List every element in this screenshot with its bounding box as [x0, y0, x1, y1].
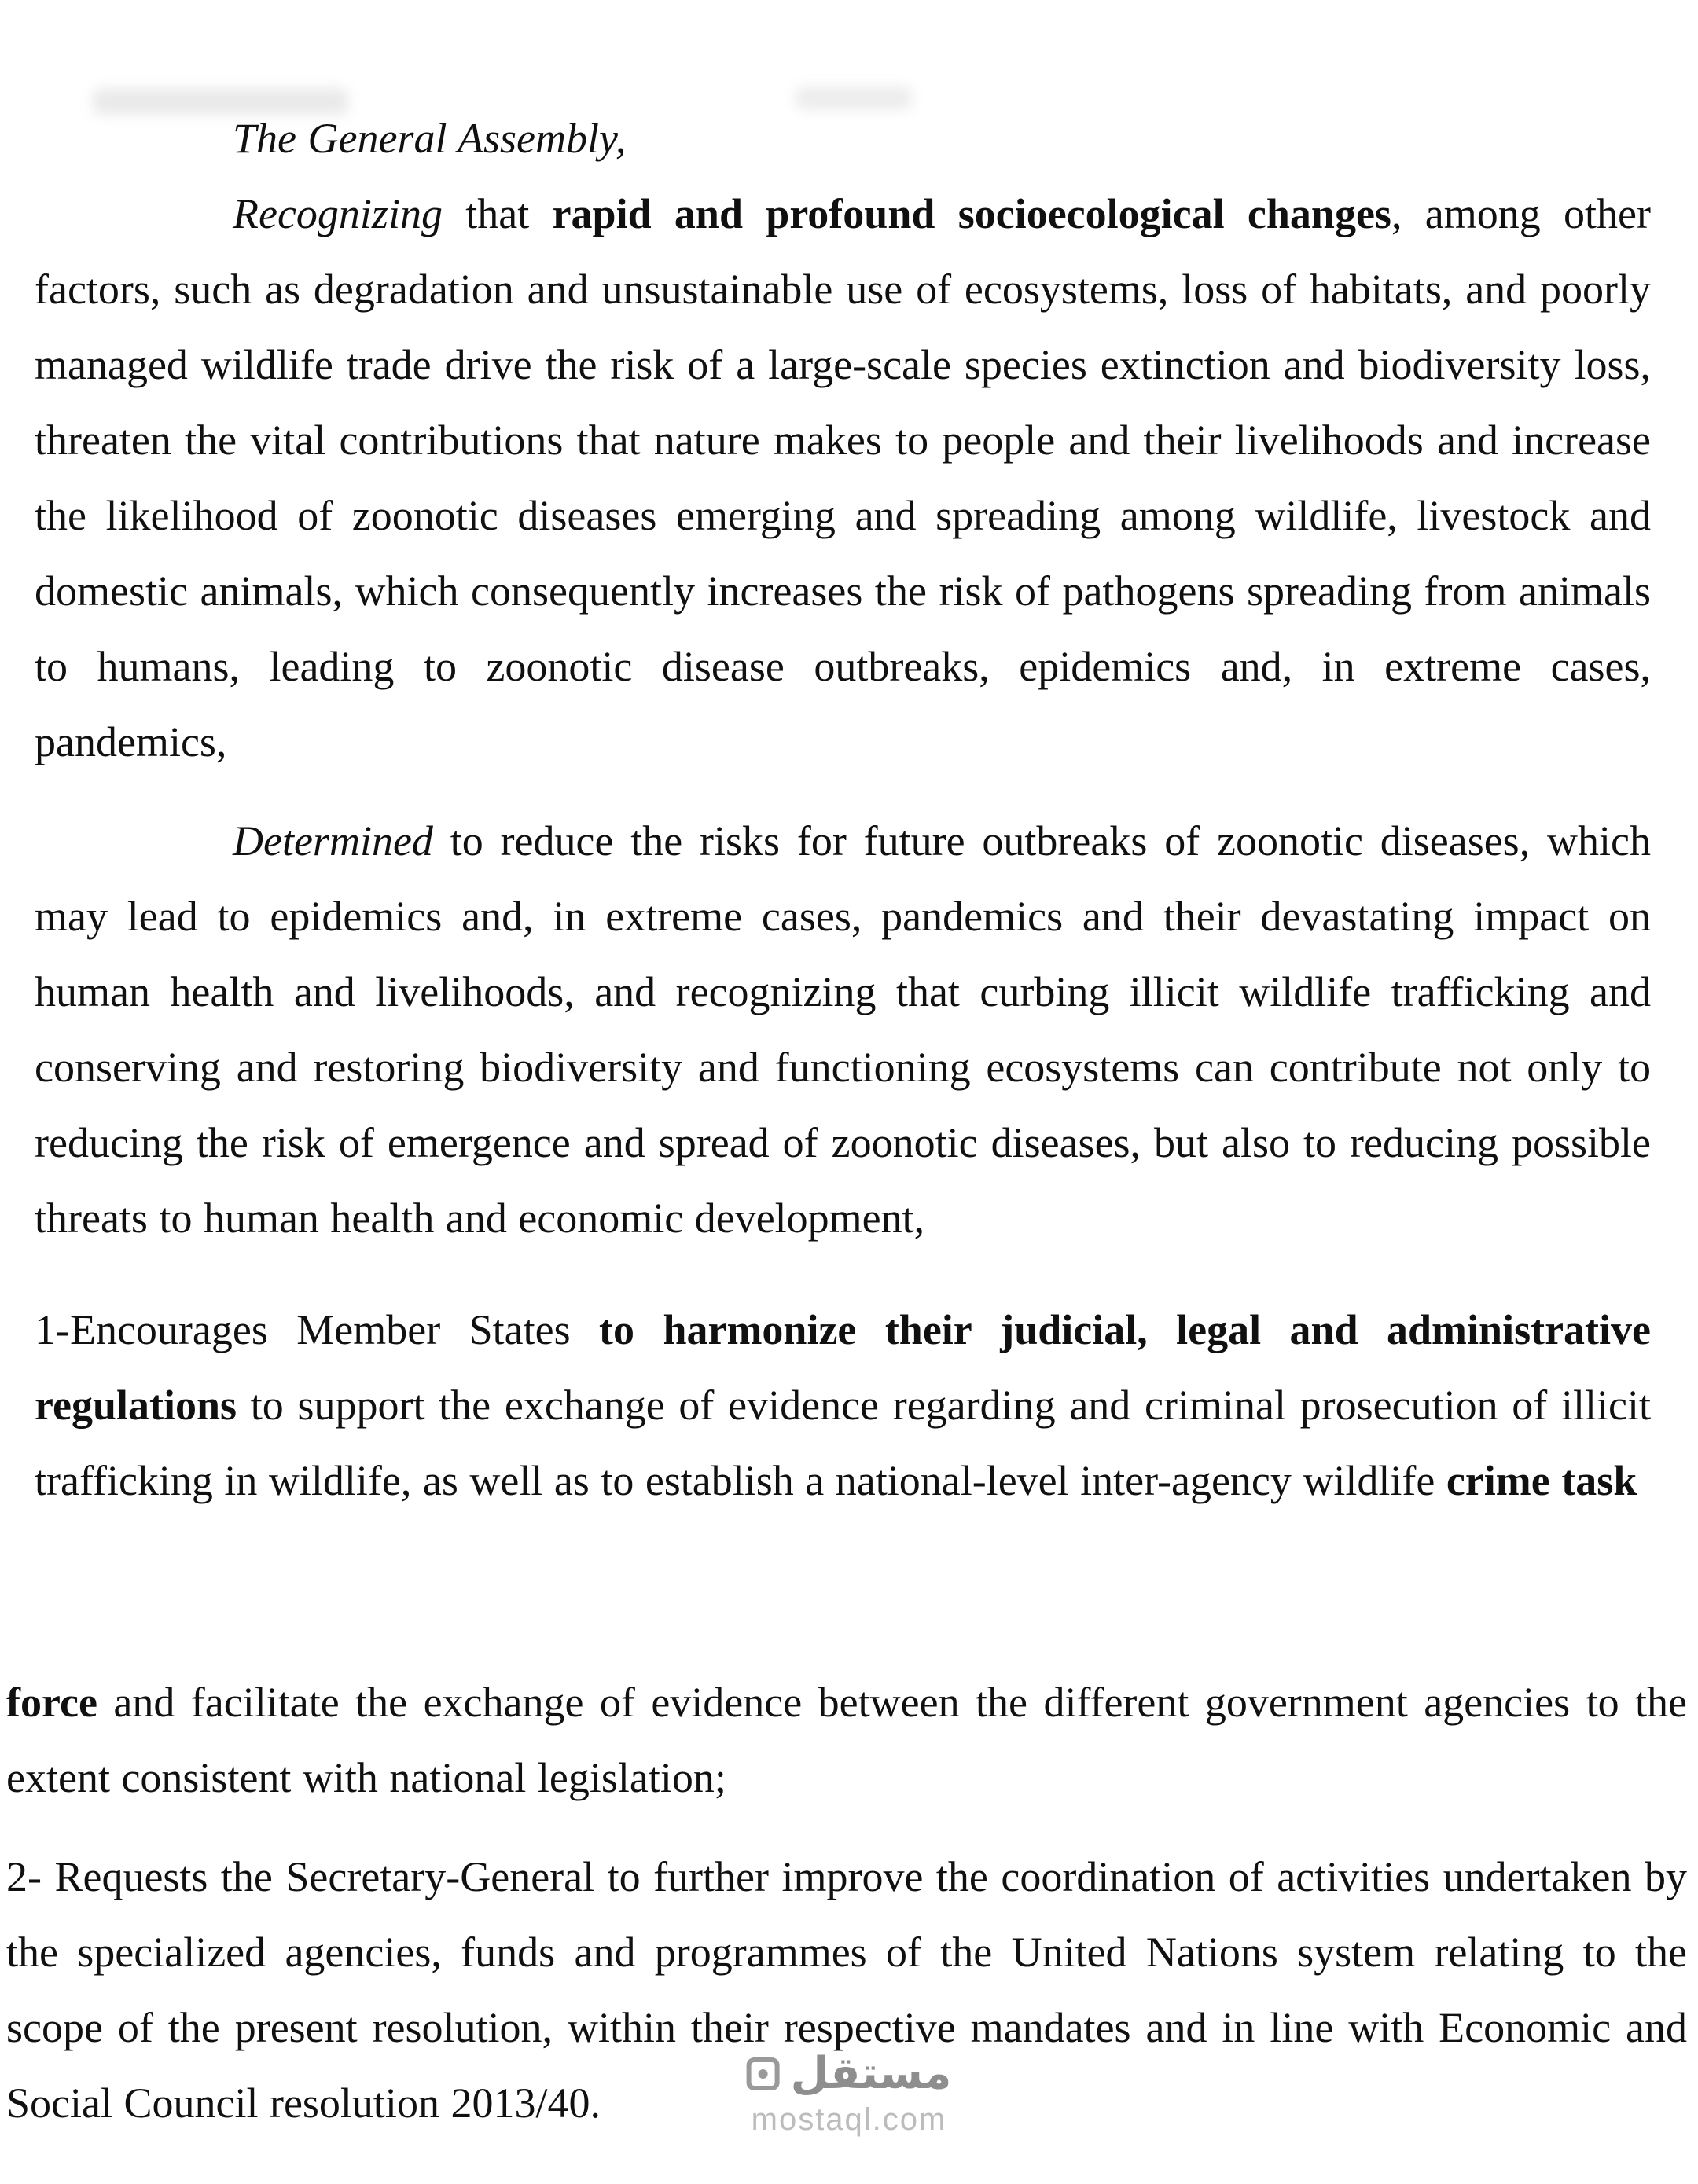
- mostaql-arabic-wordmark: مستقل: [790, 2048, 952, 2099]
- text-run: , among other factors, such as degradation and unsustainable use of ecosystems, loss of habitats, and poorly managed wildlife trade drive the risk of a large-scale species extinction and biodiversity loss, threaten the vital contributions that nature makes to people and their livelihoods and increase the likelihood of zoonotic diseases emerging and spreading among wildlife, livestock and domestic animals, which consequently increases the risk of pathogens spreading from animals to humans, leading to zoonotic disease outbreaks, epidemics and, in extreme cases, pandemics,: [35, 190, 1651, 765]
- text-run: The General Assembly,: [233, 115, 627, 162]
- paragraph-determined: [35, 803, 1651, 1256]
- mostaql-domain-text: mostaql.com: [751, 2102, 947, 2137]
- paragraph-operative-1: [35, 1292, 1651, 1518]
- text-run: and facilitate the exchange of evidence between the different government agencies to the extent consistent with national legislation;: [6, 1679, 1687, 1801]
- text-run: that: [442, 190, 553, 237]
- text-run: to support the exchange of evidence regarding and criminal prosecution of illicit trafficking in wildlife, as well as to establish a national-level inter-agency wildlife: [35, 1382, 1651, 1504]
- paragraph-recognizing: [35, 176, 1651, 780]
- text-run: 2- Requests the Secretary-General to further improve the coordination of activities undertaken by the specialized agencies, funds and programmes of the United Nations system relating to the scope of the present resolution, within their respective mandates and in line with Economic and Social Council resolution 2013/40.: [6, 1853, 1687, 2127]
- text-run: force: [6, 1679, 97, 1726]
- text-run: rapid and profound socioecological changes: [552, 190, 1391, 237]
- paragraph-operative-1-continued: [6, 1665, 1687, 1815]
- paragraph-general-assembly: [35, 101, 1651, 176]
- resolution-text-block-bottom: [6, 1665, 1687, 2141]
- text-run: crime task: [1446, 1457, 1637, 1504]
- text-run: to reduce the risks for future outbreaks of zoonotic diseases, which may lead to epidemics and, in extreme cases, pandemics and their devastating impact on human health and livelihoods, and recognizing that curbing illicit wildlife trafficking and conserving and restoring biodiversity and functioning ecosystems can contribute not only to reducing the risk of emergence and spread of zoonotic diseases, but also to reducing possible threats to human health and economic development,: [35, 817, 1651, 1242]
- text-run: Determined: [233, 817, 433, 864]
- text-run: Recognizing: [233, 190, 443, 237]
- text-run: 1-Encourages Member States: [35, 1306, 600, 1353]
- text-run: to harmonize their judicial, legal and administrative regulations: [35, 1306, 1651, 1429]
- paragraph-operative-2: [6, 1839, 1687, 2141]
- resolution-text-block-top: [35, 101, 1651, 1518]
